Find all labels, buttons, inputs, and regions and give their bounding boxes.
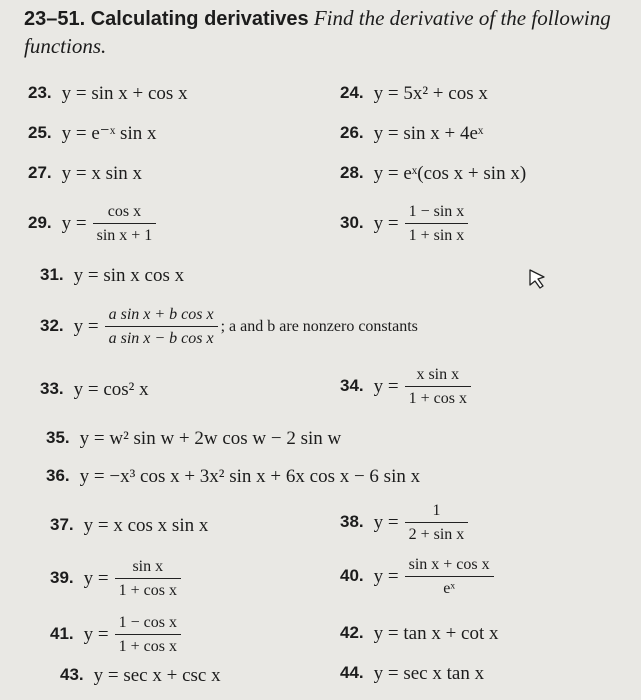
problem-38: [340, 502, 468, 544]
lhs: y =: [73, 316, 99, 337]
lhs: y =: [373, 376, 399, 397]
problem-expression: y = 5x² + cos x: [373, 82, 488, 104]
problem-44: [340, 662, 484, 685]
problem-39: [50, 558, 181, 600]
problem-number: 39.: [50, 568, 74, 588]
problem-30: [340, 203, 468, 245]
fraction: [405, 366, 471, 408]
mouse-cursor-icon: [527, 268, 547, 290]
problem-number: 25.: [28, 123, 52, 142]
problem-number: 31.: [40, 265, 64, 284]
problem-23: [28, 82, 188, 105]
instruction-text: Find the derivative of the following: [313, 6, 611, 30]
fraction: [405, 502, 469, 544]
problem-number: 26.: [340, 123, 364, 142]
problem-number: 41.: [50, 624, 74, 644]
lhs: y =: [373, 512, 399, 533]
problem-expression: y = sin x cos x: [73, 264, 185, 286]
problem-41: [50, 614, 181, 656]
numerator: cos x: [93, 203, 157, 224]
numerator: a sin x + b cos x: [105, 306, 218, 327]
denominator: 1 + cos x: [408, 390, 467, 407]
problem-26: [340, 122, 483, 145]
problem-number: 34.: [340, 376, 364, 396]
lhs: y =: [83, 568, 109, 589]
problem-number: 23.: [28, 83, 52, 102]
problem-number: 43.: [60, 665, 84, 684]
problem-34: [340, 366, 471, 408]
numerator: 1 − cos x: [115, 614, 181, 635]
denominator: a sin x − b cos x: [108, 330, 214, 347]
problem-number: 37.: [50, 515, 74, 534]
problem-number: 24.: [340, 83, 364, 102]
denominator: 1 + cos x: [118, 638, 177, 655]
lhs: y =: [373, 213, 399, 234]
problem-expression: y = sin x + cos x: [61, 82, 188, 104]
problem-number: 40.: [340, 566, 364, 586]
problem-expression: y = sec x + csc x: [93, 664, 221, 686]
problem-29: [28, 203, 156, 245]
problem-expression: y = x cos x sin x: [83, 514, 209, 536]
problem-number: 29.: [28, 213, 52, 233]
problem-31: [40, 264, 184, 287]
numerator: 1 − sin x: [405, 203, 469, 224]
problem-expression: y = −x³ cos x + 3x² sin x + 6x cos x − 6 sin x: [79, 465, 421, 487]
problem-number: 30.: [340, 213, 364, 233]
numerator: sin x: [115, 558, 181, 579]
problem-number: 35.: [46, 428, 70, 447]
problem-expression: y = w² sin w + 2w cos w − 2 sin w: [79, 427, 342, 449]
section-heading: 23–51. Calculating derivatives: [24, 8, 309, 30]
problem-number: 44.: [340, 663, 364, 682]
denominator: 1 + sin x: [408, 227, 465, 244]
section-title: [24, 6, 641, 32]
problem-33: [40, 378, 149, 401]
problem-27: [28, 162, 142, 185]
problem-number: 36.: [46, 466, 70, 485]
problem-expression: y = tan x + cot x: [373, 622, 499, 644]
numerator: x sin x: [405, 366, 471, 387]
lhs: y =: [61, 213, 87, 234]
numerator: 1: [405, 502, 469, 523]
fraction: [405, 556, 494, 598]
problem-number: 33.: [40, 379, 64, 398]
problem-expression: y = sin x + 4eˣ: [373, 122, 484, 144]
fraction: [105, 306, 218, 348]
problem-24: [340, 82, 488, 105]
problem-37: [50, 514, 208, 537]
fraction: [405, 203, 469, 245]
lhs: y =: [83, 624, 109, 645]
fraction: [93, 203, 157, 245]
problem-expression: y = e⁻ˣ sin x: [61, 123, 157, 145]
problem-number: 27.: [28, 163, 52, 182]
fraction: [115, 614, 181, 656]
numerator: sin x + cos x: [405, 556, 494, 577]
problem-25: [28, 122, 156, 145]
problem-42: [340, 622, 499, 645]
problem-number: 42.: [340, 623, 364, 642]
problem-36: [46, 465, 420, 488]
problem-35: [46, 427, 341, 450]
problem-28: [340, 162, 526, 185]
denominator: 1 + cos x: [118, 582, 177, 599]
problem-expression: y = sec x tan x: [373, 662, 485, 684]
lhs: y =: [373, 566, 399, 587]
problem-32: [40, 306, 418, 348]
denominator: 2 + sin x: [408, 526, 465, 543]
problem-number: 32.: [40, 316, 64, 336]
problem-expression: y = x sin x: [61, 162, 143, 184]
instruction-continuation: functions.: [24, 34, 107, 58]
problem-number: 38.: [340, 512, 364, 532]
fraction: [115, 558, 181, 600]
problem-40: [340, 556, 494, 598]
problem-expression: y = cos² x: [73, 378, 149, 400]
denominator: eˣ: [443, 580, 455, 597]
condition-note: ; a and b are nonzero constants: [220, 318, 418, 335]
denominator: sin x + 1: [96, 227, 153, 244]
problem-43: [60, 664, 221, 687]
problem-number: 28.: [340, 163, 364, 182]
problem-expression: y = eˣ(cos x + sin x): [373, 162, 527, 184]
